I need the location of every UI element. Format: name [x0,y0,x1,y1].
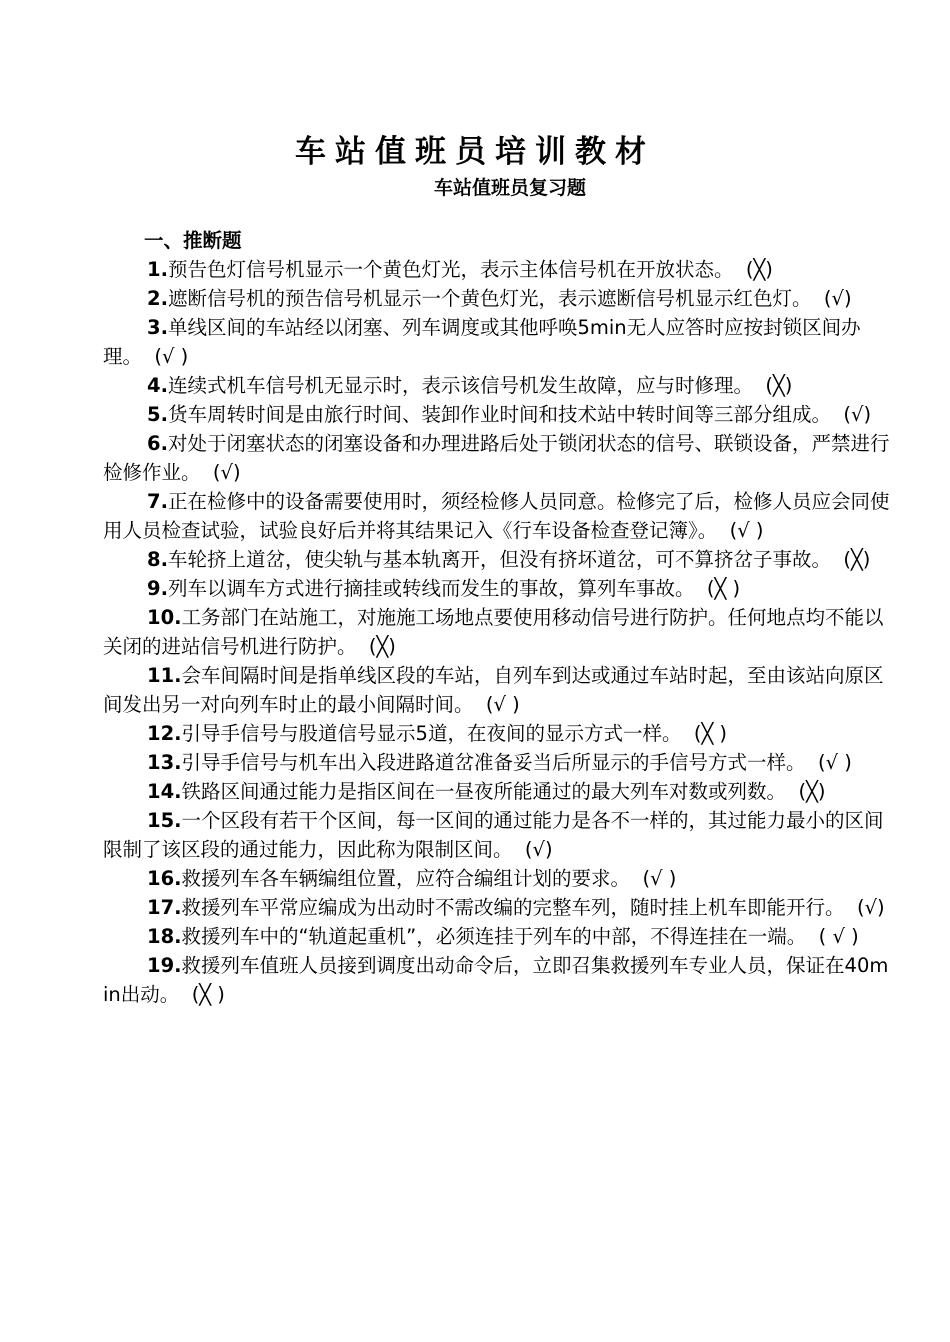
question-number: 8. [147,548,168,571]
question-answer: (╳ ) [706,577,741,600]
question-item [103,545,893,574]
question-item [103,806,893,864]
question-number: 15. [147,809,182,832]
question-item [103,719,893,748]
document-title: 车站值班员培训教材 [295,134,655,170]
question-item [103,922,893,951]
question-answer: (√) [856,896,885,919]
question-item [103,255,893,284]
question-answer: (√) [212,461,241,484]
question-number: 2. [147,287,168,310]
question-number: 6. [147,432,168,455]
question-answer: (√) [823,287,852,310]
question-number: 14. [147,780,182,803]
question-text: 列车以调车方式进行摘挂或转线而发生的事故，算列车事故。 [167,577,695,600]
question-item [103,893,893,922]
question-text: 预告色灯信号机显示一个黄色灯光，表示主体信号机在开放状态。 [167,258,734,281]
question-item [103,951,893,1009]
question-answer: ( √ ) [818,925,859,948]
question-number: 4. [147,374,168,397]
question-text: 会车间隔时间是指单线区段的车站，自列车到达或通过车站时起，至由该站向原区间发出另一对向列车时止的最小间隔时间。 [103,664,884,716]
question-answer: (√ ) [642,867,677,890]
question-number: 7. [147,490,168,513]
question-item [103,487,893,545]
question-item [103,400,893,429]
question-answer: (╳) [798,780,826,803]
question-number: 13. [147,751,182,774]
question-text: 连续式机车信号机无显示时，表示该信号机发生故障，应与时修理。 [167,374,753,397]
question-number: 5. [147,403,168,426]
question-answer: (╳) [368,635,396,658]
question-answer: (√ ) [154,345,189,368]
questions-container [103,255,893,1009]
question-number: 17. [147,896,182,919]
question-item [103,574,893,603]
question-answer: (╳) [843,548,871,571]
question-number: 3. [147,316,168,339]
question-text: 正在检修中的设备需要使用时，须经检修人员同意。检修完了后，检修人员应会同使用人员检查试验，试验良好后并将其结果记入《行车设备检查登记簿》。 [103,490,890,542]
question-number: 10. [147,606,182,629]
question-number: 1. [147,258,168,281]
question-item [103,313,893,371]
question-answer: (╳) [765,374,793,397]
question-item [103,748,893,777]
question-text: 工务部门在站施工，对施施工场地点要使用移动信号进行防护。任何地点均不能以关闭的进站信号机进行防护。 [103,606,884,658]
question-text: 单线区间的车站经以闭塞、列车调度或其他呼唤5min无人应答时应按封锁区间办理。 [103,316,861,368]
question-answer: (√) [524,838,553,861]
question-item [103,603,893,661]
question-number: 9. [147,577,168,600]
question-text: 遮断信号机的预告信号机显示一个黄色灯光，表示遮断信号机显示红色灯。 [167,287,812,310]
question-number: 12. [147,722,182,745]
question-answer: (╳ ) [693,722,728,745]
question-number: 11. [147,664,182,687]
question-text: 引导手信号与机车出入段进路道岔准备妥当后所显示的手信号方式一样。 [181,751,806,774]
question-answer: (√ ) [485,693,520,716]
question-number: 18. [147,925,182,948]
question-answer: (√ ) [729,519,764,542]
question-answer: (╳) [745,258,773,281]
question-text: 对处于闭塞状态的闭塞设备和办理进路后处于锁闭状态的信号、联锁设备，严禁进行检修作业。 [103,432,890,484]
question-answer: (╳ ) [191,983,225,1006]
question-text: 救援列车值班人员接到调度出动命令后，立即召集救援列车专业人员，保证在40min出动。 [103,954,889,1006]
question-item [103,777,893,806]
question-answer: (√) [843,403,872,426]
question-item [103,429,893,487]
question-text: 货车周转时间是由旅行时间、装卸作业时间和技术站中转时间等三部分组成。 [167,403,831,426]
question-text: 引导手信号与股道信号显示5道，在夜间的显示方式一样。 [181,722,682,745]
question-text: 车轮挤上道岔，使尖轨与基本轨离开，但没有挤坏道岔，可不算挤岔子事故。 [167,548,831,571]
question-number: 19. [147,954,182,977]
question-text: 一个区段有若干个区间，每一区间的通过能力是各不一样的，其过能力最小的区间限制了该区段的通过能力，因此称为限制区间。 [103,809,884,861]
question-text: 救援列车各车辆编组位置，应符合编组计划的要求。 [181,867,631,890]
question-item [103,661,893,719]
question-item [103,284,893,313]
question-list [103,226,893,1009]
question-text: 救援列车中的“轨道起重机”，必须连挂于列车的中部，不得连挂在一端。 [181,925,807,948]
section-heading: 一、推断题 [144,229,242,252]
question-item [103,371,893,400]
question-text: 救援列车平常应编成为出动时不需改编的完整车列，随时挂上机车即能开行。 [181,896,845,919]
question-answer: (√ ) [817,751,852,774]
question-number: 16. [147,867,182,890]
question-item [103,864,893,893]
document-subtitle: 车站值班员复习题 [433,177,586,199]
question-text: 铁路区间通过能力是指区间在一昼夜所能通过的最大列车对数或列数。 [181,780,787,803]
